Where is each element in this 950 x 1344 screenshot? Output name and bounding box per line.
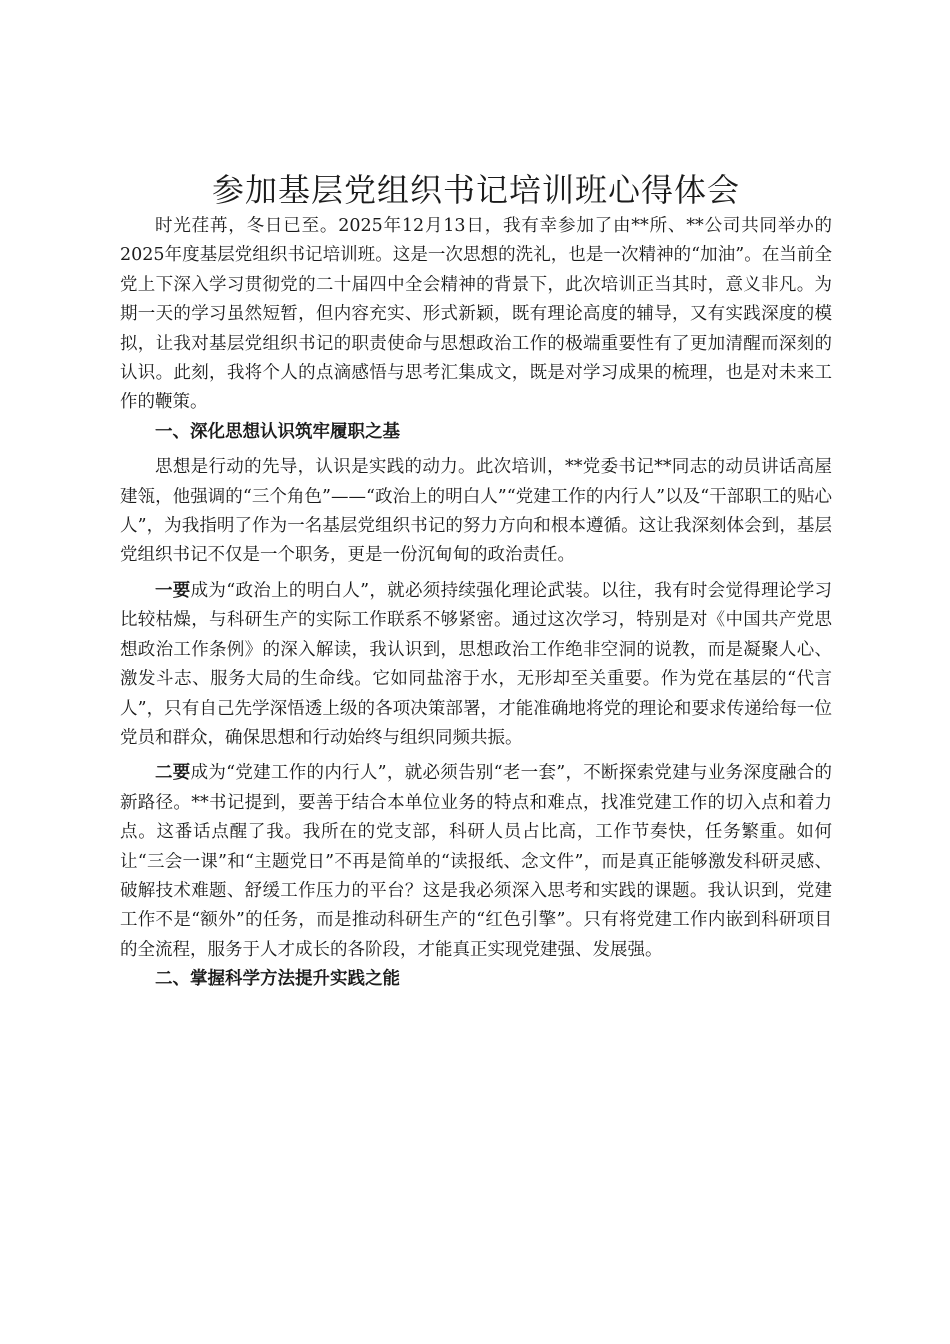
point-2-text: 成为“党建工作的内行人”，就必须告别“老一套”，不断探索党建与业务深度融合的新路径。**书记提到，要善于结合本单位业务的特点和难点，找准党建工作的切入点和着力点。这番话点醒了我。我所在的党支部，科研人员占比高，工作节奏快，任务繁重。如何让“三会一课”和“主题党日”不再是简单的“读报纸、念文件”，而是真正能够激发科研灵感、破解技术难题、舒缓工作压力的平台？这是我必须深入思考和实践的课题。我认识到，党建工作不是“额外”的任务，而是推动科研生产的“红色引擎”。只有将党建工作内嵌到科研项目的全流程，服务于人才成长的各阶段，才能真正实现党建强、发展强。 xyxy=(120,763,832,960)
section-1-heading: 一、深化思想认识筑牢履职之基 xyxy=(155,421,400,442)
point-1-lead: 一要 xyxy=(155,580,191,601)
point-1-text: 成为“政治上的明白人”，就必须持续强化理论武装。以往，我有时会觉得理论学习比较枯燥，与科研生产的实际工作联系不够紧密。通过这次学习，特别是对《中国共产党思想政治工作条例》的深入解读，我认识到，思想政治工作绝非空洞的说教，而是凝聚人心、激发斗志、服务大局的生命线。它如同盐溶于水，无形却至关重要。作为党在基层的“代言人”，只有自己先学深悟透上级的各项决策部署，才能准确地将党的理论和要求传递给每一位党员和群众，确保思想和行动始终与组织同频共振。 xyxy=(120,580,833,748)
point-2-lead: 二要 xyxy=(155,763,191,784)
section-1-paragraph: 思想是行动的先导，认识是实践的动力。此次培训，**党委书记**同志的动员讲话高屋建瓴，他强调的“三个角色”——“政治上的明白人”“党建工作的内行人”以及“干部职工的贴心人”，为我指明了作为一名基层党组织书记的努力方向和根本遵循。这让我深刻体会到，基层党组织书记不仅是一个职务，更是一份沉甸甸的政治责任。 xyxy=(120,457,832,566)
section-2-heading: 二、掌握科学方法提升实践之能 xyxy=(155,969,400,990)
point-2-paragraph xyxy=(120,759,832,965)
point-1-paragraph xyxy=(120,577,832,753)
document-page xyxy=(120,168,832,995)
document-title: 参加基层党组织书记培训班心得体会 xyxy=(211,171,740,209)
intro-paragraph: 时光荏苒，冬日已至。2025年12月13日，我有幸参加了由**所、**公司共同举办的2025年度基层党组织书记培训班。这是一次思想的洗礼，也是一次精神的“加油”。在当前全党上下深入学习贯彻党的二十届四中全会精神的背景下，此次培训正当其时，意义非凡。为期一天的学习虽然短暂，但内容充实、形式新颖，既有理论高度的辅导，又有实践深度的模拟，让我对基层党组织书记的职责使命与思想政治工作的极端重要性有了更加清醒而深刻的认识。此刻，我将个人的点滴感悟与思考汇集成文，既是对学习成果的梳理，也是对未来工作的鞭策。 xyxy=(120,216,832,413)
